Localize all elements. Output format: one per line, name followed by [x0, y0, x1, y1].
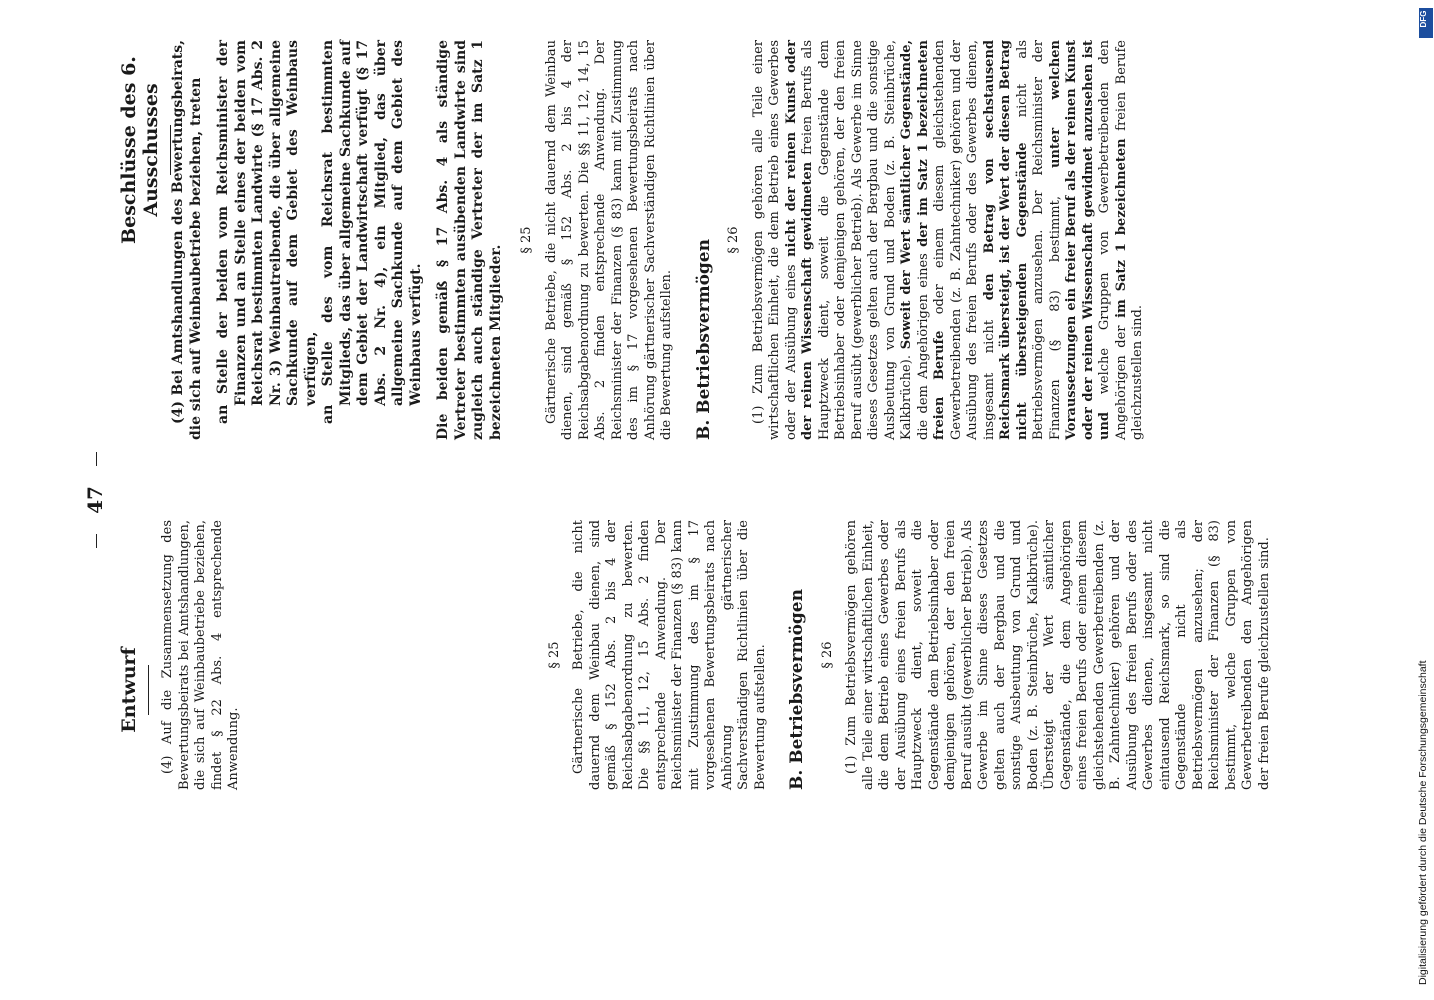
right-section-25-heading: § 25: [519, 226, 534, 254]
right-paragraph-4: (4) Bei Amtshandlungen des Bewertungsbeirats, die sich auf Weinbaubetriebe beziehen, treten: [170, 40, 204, 440]
s26-text-g: freien Berufe gleichzustellen sind.: [1113, 39, 1145, 440]
s26-text-e: nicht als Betriebsvermögen anzusehen. Der Reichsminister der Finanzen (§ 83) bestimmt,: [1014, 40, 1063, 440]
s26-bold-b: Soweit der Wert sämtlicher Gegenstände,: [899, 40, 914, 350]
s26-bold-f: im Satz 1 bezeichneten: [1113, 138, 1129, 318]
right-b-heading: B. Betriebsvermögen: [693, 239, 714, 440]
left-section-25-heading: § 25: [546, 641, 562, 669]
right-item-1: an Stelle der beiden vom Reichsminister der Finanzen und an Stelle eines der beiden vom Reichsrat bestimmten Landwirte (§ 17 Abs. 2 Nr. 3) Weinbautreibende, die über allgemeine Sachkunde auf dem Gebiet des Weinbaus verfügen,: [215, 40, 319, 424]
s26-text-c: die dem Angehörigen eines: [915, 246, 931, 440]
left-title-text: Entwurf: [118, 647, 140, 733]
s26-bold-d: den Betrag von sechstausend Reichsmark übersteigt, ist der Wert der diesen Betrag nicht übersteigenden Gegenstände: [981, 40, 1030, 440]
left-section-26-heading: § 26: [819, 641, 835, 669]
s26-bold-c: der im Satz 1 bezeichneten freien Berufe: [915, 40, 947, 440]
left-title-rule: [148, 665, 149, 715]
right-item-2: an Stelle des vom Reichsrat bestimmten Mitglieds, das über allgemeine Sachkunde auf dem Gebiet der Landwirtschaft verfügt (§ 17 Abs. 2 Nr. 4), ein Mitglied, das über allgemeine Sachkunde auf dem Gebiet des Weinbaus verfügt.: [320, 40, 424, 424]
right-column: [170, 40, 1147, 440]
s26-bold-e: unter welchen Voraussetzungen ein freier Beruf als der reinen Kunst oder der reinen Wissenschaft gewidmet anzusehen ist und: [1047, 39, 1112, 440]
left-column: [160, 520, 1273, 790]
right-title-text: Beschlüsse des 6. Ausschusses: [118, 56, 162, 244]
page-header: [82, 0, 108, 1000]
right-closing: Die beiden gemäß § 17 Abs. 4 als ständige Vertreter bestimmten ausübenden Landwirte sind zugleich auch ständige Vertreter der im Satz 1 bezeichneten Mitglieder.: [435, 40, 504, 440]
s26-text-b: freien Berufs als Hauptzweck dient, soweit die Gegenstände dem Betriebsinhaber oder demjenigen gehören, der den freien Beruf ausübt (gewerblicher Betrieb). Als Gewerbe im Sinne dieses Gesetzes gelten auch der Bergbau und die sonstige Ausbeutung von Grund und Boden (z. B. Steinbrüche, Kalkbrüche).: [800, 40, 914, 440]
left-paragraph-4: (4) Auf die Zusammensetzung des Bewertungsbeirats bei Amtshandlungen, die sich auf Weinbaubetriebe beziehen, findet § 22 Abs. 4 entsprechende Anwendung.: [160, 520, 241, 790]
right-section-26-text: [751, 40, 1147, 440]
header-dash-right: [96, 452, 97, 466]
right-section-26-heading: § 26: [726, 226, 741, 254]
s26-text-d: oder einem diesem gleichstehenden Gewerbetreibenden (z. B. Zahntechniker) gehören und der Ausübung des freien Berufs oder des Gewerbes dienen, insgesamt nicht: [932, 39, 997, 440]
dfg-logo-text: DFG: [1419, 10, 1428, 28]
page-number: 47: [83, 486, 107, 514]
left-spacer: [243, 520, 533, 790]
header-dash-left: [96, 534, 97, 548]
right-column-title: [118, 30, 171, 270]
left-column-title: [118, 615, 149, 765]
left-section-26-text: (1) Zum Betriebsvermögen gehören alle Teile einer wirtschaftlichen Einheit, die dem Betrieb eines Gewerbes oder der Ausübung eines freien Berufs als Hauptzweck dient, soweit die Gegenstände dem Betriebsinhaber oder demjenigen gehören, der den freien Beruf ausübt (gewerblicher Betrieb). Als Gewerbe im Sinne dieses Gesetzes gelten auch der Bergbau und die sonstige Ausbeutung von Grund und Boden (z. B. Steinbrüche, Kalkbrüche). Übersteigt der Wert sämtlicher Gegenstände, die dem Angehörigen eines freien Berufs oder einem diesem gleichstehenden Gewerbetreibenden (z. B. Zahntechniker) gehören und der Ausübung des freien Berufs oder des Gewerbes dienen, insgesamt nicht eintausend Reichsmark, so sind die Gegenstände nicht als Betriebsvermögen anzusehen; der Reichsminister der Finanzen (§ 83) bestimmt, welche Gruppen von Gewerbetreibenden den Angehörigen der freien Berufe gleichzustellen sind.: [844, 520, 1272, 790]
left-b-heading: B. Betriebsvermögen: [787, 589, 807, 790]
right-section-25-text: Gärtnerische Betriebe, die nicht dauernd dem Weinbau dienen, sind gemäß § 152 Abs. 2 bis 4 der Reichsabgabenordnung zu bewerten. Die §§ 11, 12, 14, 15 Abs. 2 finden entsprechende Anwendung. Der Reichsminister der Finanzen (§ 83) kann mit Zustimmung des im § 17 vorgesehenen Bewertungsbeirats nach Anhörung gärtnerischer Sachverständigen Richtlinien über die Bewertung aufstellen.: [543, 40, 674, 440]
s26-bold-a: nicht der reinen Kunst oder der reinen Wissenschaft gewidmeten: [783, 40, 815, 440]
digitization-note: Digitalisierung gefördert durch die Deutsche Forschungsgemeinschaft: [1417, 660, 1429, 985]
left-section-25-text: Gärtnerische Betriebe, die nicht dauernd dem Weinbau dienen, sind gemäß § 152 Abs. 2 bis 4 der Reichsabgabenordnung zu bewerten. Die §§ 11, 12, 15 Abs. 2 finden entsprechende Anwendung. Der Reichsminister der Finanzen (§ 83) kann mit Zustimmung des im § 17 vorgesehenen Bewertungsbeirats nach Anhörung gärtnerischer Sachverständigen Richtlinien über die Bewertung aufstellen.: [571, 520, 768, 790]
s26-text-a: (1) Zum Betriebsvermögen gehören alle Teile einer wirtschaftlichen Einheit, die dem Betrieb eines Gewerbes oder der Ausübung eines: [750, 40, 799, 440]
s26-text-f: welche Gruppen von Gewerbetreibenden den Angehörigen der: [1097, 40, 1129, 440]
